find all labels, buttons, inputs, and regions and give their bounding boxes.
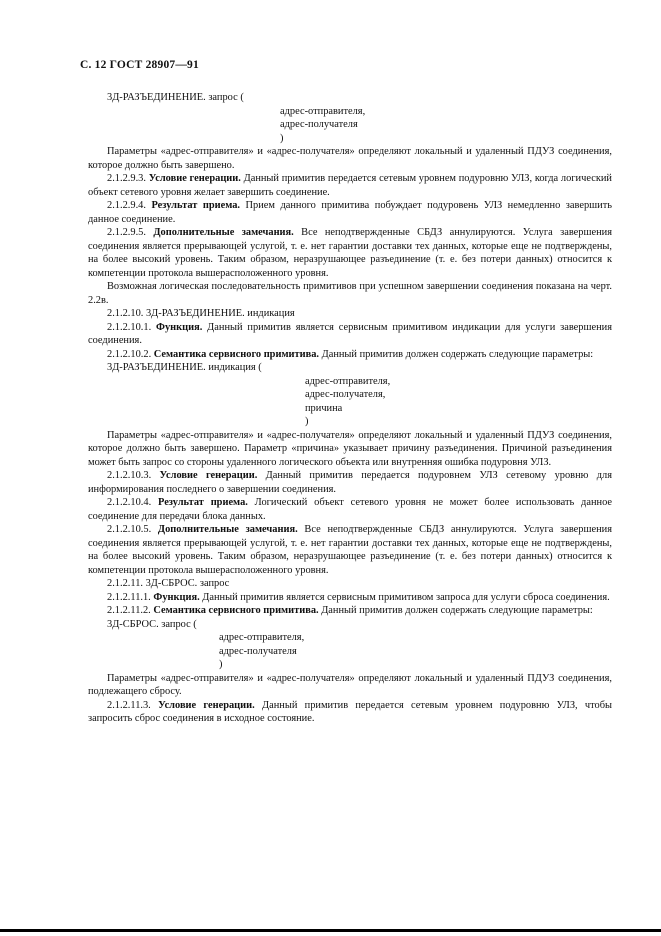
clause-number: 2.1.2.10.1. [107, 321, 152, 333]
paragraph-text: Данный примитив должен содержать следующие параметры: [319, 348, 594, 360]
paragraph-text: 2.1.2.10. 3Д-РАЗЪЕДИНЕНИЕ. индикация [107, 308, 295, 319]
paragraph [88, 280, 612, 307]
primitive-parameter [88, 132, 612, 146]
paragraph-text: Параметры «адрес-отправителя» и «адрес-получателя» определяют локальный и удаленный ПДУЗ соединения, которое должно быть завершено. [88, 146, 612, 171]
primitive-parameter [88, 402, 612, 416]
paragraph-text: Данный примитив должен содержать следующие параметры: [318, 605, 593, 616]
page-header: С. 12 ГОСТ 28907—91 [80, 59, 199, 71]
clause-number: 2.1.2.10.4. [107, 497, 152, 508]
paragraph [88, 429, 612, 470]
block-text: 3Д-РАЗЪЕДИНЕНИЕ. индикация ( [107, 362, 262, 373]
primitive-parameter [88, 388, 612, 402]
paragraph-text: Параметры «адрес-отправителя» и «адрес-получателя» определяют локальный и удаленный ПДУЗ соединения, подлежащего сбросу. [88, 672, 612, 697]
clause-title: Дополнительные замечания. [157, 524, 298, 535]
block-text: адрес-получателя, [305, 389, 386, 400]
block-text: адрес-отправителя, [305, 375, 391, 387]
primitive-parameter [88, 118, 612, 132]
block-text: адрес-получателя [219, 645, 297, 657]
primitive-signature [88, 361, 612, 375]
paragraph [88, 321, 612, 348]
block-text: адрес-отправителя, [280, 105, 366, 117]
clause-number: 2.1.2.10.5. [107, 524, 152, 535]
primitive-parameter [88, 658, 612, 672]
block-text: адрес-отправителя, [219, 632, 305, 643]
paragraph-text: Все неподтвержденные СБДЗ аннулируются. Услуга завершения соединения является прерывающей услугой, т. е. нет гарантии доставки тех данных, которые еще не подтверждены, на более высокий уровень. Таким образом, неразрушающее разъединение (т. е. без потери данных) относится к компетенции протокола вышерасположенного уровня. [88, 524, 612, 576]
paragraph-text: Данный примитив передается подуровнем УЛЗ сетевому уровню для информирования последнего о завершении соединения. [88, 470, 612, 495]
clause-title: Результат приема. [151, 200, 241, 211]
primitive-signature [88, 618, 612, 632]
paragraph [88, 469, 612, 496]
primitive-parameter [88, 375, 612, 389]
primitive-parameter [88, 105, 612, 119]
document-body [88, 91, 612, 726]
block-text: адрес-получателя [280, 119, 358, 130]
paragraph-text: Параметры «адрес-отправителя» и «адрес-получателя» определяют локальный и удаленный ПДУЗ соединения, которое должно быть завершено. Параметр «причина» указывает причину разъединения. Причиной разъединения может быть запрос со стороны удаленного логического объекта или внутренняя ошибка подуровня УЛЗ. [88, 429, 612, 468]
paragraph [88, 348, 612, 362]
primitive-parameter [88, 415, 612, 429]
paragraph [88, 591, 612, 605]
clause-number: 2.1.2.10.3. [107, 470, 152, 481]
clause-number: 2.1.2.11.2. [107, 605, 151, 616]
paragraph [88, 199, 612, 226]
block-text: 3Д-СБРОС. запрос ( [107, 618, 197, 630]
paragraph [88, 496, 612, 523]
clause-number: 2.1.2.9.4. [107, 200, 146, 211]
block-text: причина [305, 402, 343, 414]
clause-number: 2.1.2.9.3. [107, 173, 146, 184]
clause-title: Семантика сервисного примитива. [153, 605, 319, 616]
paragraph-text: Данный примитив является сервисным примитивом запроса для услуги сброса соединения. [199, 591, 610, 603]
paragraph [88, 172, 612, 199]
clause-number: 2.1.2.11.3. [107, 699, 151, 711]
paragraph [88, 523, 612, 577]
paragraph-text: Логический объект сетевого уровня не может более использовать данное соединение для передачи блока данных. [88, 497, 612, 522]
paragraph-text: Данный примитив передается сетевым уровнем подуровню УЛЗ, чтобы запросить сброс соединения в исходное состояние. [88, 699, 613, 724]
block-text: ) [280, 132, 284, 144]
paragraph [88, 672, 612, 699]
paragraph-text: Прием данного примитива побуждает подуровень УЛЗ немедленно завершить данное соединение. [88, 200, 612, 225]
paragraph-text: Возможная логическая последовательность примитивов при успешном завершении соединения показана на черт. 2.2в. [88, 281, 612, 306]
page-bottom-rule [0, 929, 661, 932]
clause-title: Функция. [153, 591, 200, 603]
clause-title: Результат приема. [157, 497, 248, 508]
clause-title: Семантика сервисного примитива. [153, 348, 320, 360]
paragraph-text: Данный примитив передается сетевым уровнем подуровню УЛЗ, когда логический объект сетевого уровня желает завершить соединение. [88, 173, 612, 198]
paragraph [88, 145, 612, 172]
paragraph [88, 577, 612, 591]
paragraph-text: Все неподтвержденные СБДЗ аннулируются. Услуга завершения соединения является прерывающей услугой, т. е. нет гарантии доставки тех данных, которые еще не подтверждены, на более высокий уровень. Таким образом, неразрушающее разъединение (т. е. без потери данных) относится к компетенции протокола вышерасположенного уровня. [88, 227, 612, 279]
paragraph [88, 226, 612, 280]
paragraph [88, 604, 612, 618]
clause-title: Функция. [156, 321, 203, 333]
clause-number: 2.1.2.11.1. [107, 591, 151, 603]
block-text: 3Д-РАЗЪЕДИНЕНИЕ. запрос ( [107, 92, 244, 103]
paragraph-text: 2.1.2.11. 3Д-СБРОС. запрос [107, 578, 230, 589]
paragraph-text: Данный примитив является сервисным примитивом индикации для услуги завершения соединения. [88, 321, 612, 346]
clause-title: Условие генерации. [148, 173, 241, 184]
clause-number: 2.1.2.10.2. [107, 348, 152, 360]
block-text: ) [305, 416, 309, 427]
clause-title: Дополнительные замечания. [153, 227, 294, 238]
primitive-parameter [88, 645, 612, 659]
paragraph [88, 699, 612, 726]
primitive-signature [88, 91, 612, 105]
block-text: ) [219, 659, 223, 670]
clause-title: Условие генерации. [158, 699, 255, 711]
clause-number: 2.1.2.9.5. [107, 227, 146, 238]
paragraph [88, 307, 612, 321]
primitive-parameter [88, 631, 612, 645]
clause-title: Условие генерации. [159, 470, 258, 481]
